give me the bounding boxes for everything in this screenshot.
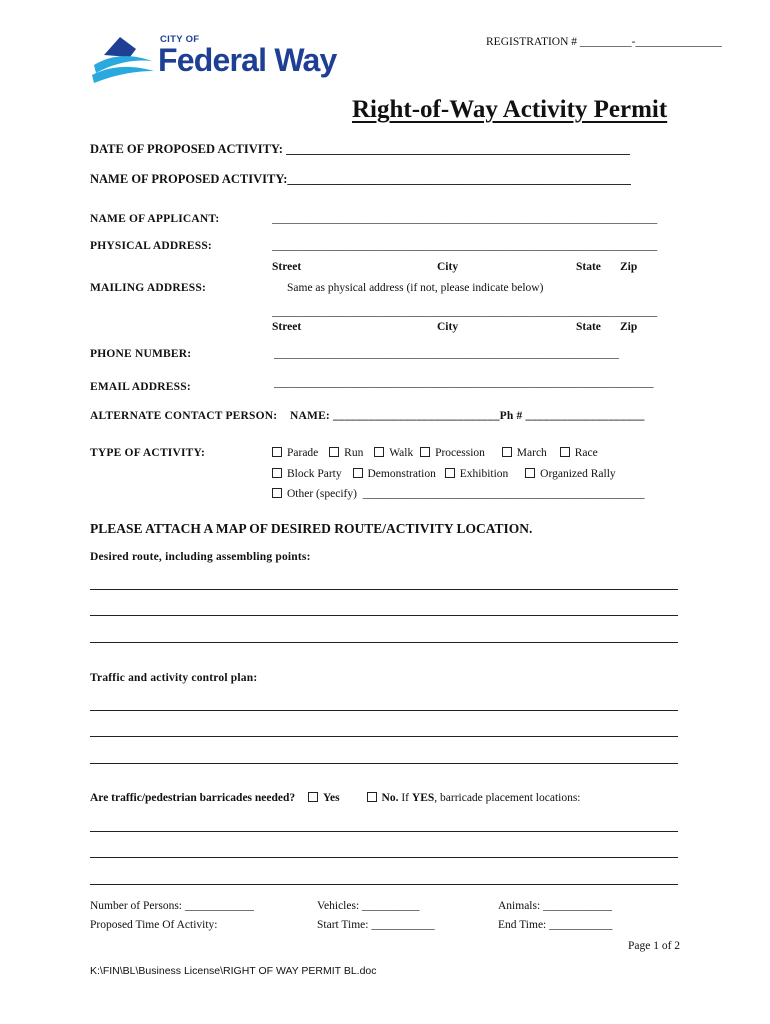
barricades-row <box>90 792 581 804</box>
barricades-question: Are traffic/pedestrian barricades needed? <box>90 792 296 804</box>
type-organized-rally-label: Organized Rally <box>540 468 616 480</box>
checkbox-icon[interactable] <box>367 792 377 802</box>
type-run[interactable] <box>329 447 363 459</box>
type-parade[interactable] <box>272 447 318 459</box>
barricades-if: If <box>398 792 412 804</box>
checkbox-icon[interactable] <box>560 447 570 457</box>
barricade-line-2[interactable] <box>90 857 678 858</box>
type-procession-label: Procession <box>435 447 485 459</box>
city-logo <box>90 33 350 85</box>
email-label: EMAIL ADDRESS: <box>90 381 191 393</box>
checkbox-icon[interactable] <box>525 468 535 478</box>
federal-way-wave-icon <box>90 33 156 85</box>
type-procession[interactable] <box>420 447 485 459</box>
logo-city-text: CITY OF <box>160 34 200 45</box>
proposed-time-label: Proposed Time Of Activity: <box>90 919 218 931</box>
type-march[interactable] <box>502 447 547 459</box>
type-march-label: March <box>516 447 547 459</box>
checkbox-icon[interactable] <box>502 447 512 457</box>
zip-caption: Zip <box>620 261 638 273</box>
start-time-field[interactable]: Start Time: ___________ <box>317 919 435 931</box>
route-label: Desired route, including assembling points: <box>90 551 311 563</box>
logo-name-text: Federal Way <box>158 42 337 78</box>
registration-number[interactable]: REGISTRATION # _________-_______________ <box>486 36 722 48</box>
barricades-yes-caps: YES <box>411 792 435 804</box>
type-demonstration-label: Demonstration <box>367 468 436 480</box>
other-specify-line[interactable]: _________________________________________________ <box>362 488 645 500</box>
barricades-no-label: No. <box>381 792 399 804</box>
checkbox-icon[interactable] <box>272 468 282 478</box>
alternate-contact-label: ALTERNATE CONTACT PERSON: <box>90 410 278 422</box>
page-number: Page 1 of 2 <box>628 940 681 952</box>
traffic-plan-label: Traffic and activity control plan: <box>90 672 258 684</box>
state-caption: State <box>576 261 601 273</box>
checkbox-icon[interactable] <box>445 468 455 478</box>
activity-name-label: NAME OF PROPOSED ACTIVITY: <box>90 172 288 186</box>
traffic-line-1[interactable] <box>90 710 678 711</box>
type-walk-label: Walk <box>389 447 414 459</box>
barricades-locations-label: , barricade placement locations: <box>434 792 581 804</box>
type-other-label: Other (specify) <box>287 488 357 500</box>
barricades-yes[interactable] <box>308 792 340 804</box>
end-time-field[interactable]: End Time: ___________ <box>498 919 613 931</box>
checkbox-icon[interactable] <box>308 792 318 802</box>
city-caption-2: City <box>437 321 459 333</box>
type-organized-rally[interactable] <box>525 468 615 480</box>
type-race-label: Race <box>574 447 598 459</box>
checkbox-icon[interactable] <box>272 447 282 457</box>
applicant-label: NAME OF APPLICANT: <box>90 213 220 225</box>
type-race[interactable] <box>560 447 598 459</box>
checkbox-icon[interactable] <box>353 468 363 478</box>
zip-caption-2: Zip <box>620 321 638 333</box>
mailing-address-line[interactable]: ___________________________________________________________________ <box>272 306 658 318</box>
barricade-line-3[interactable] <box>90 884 678 885</box>
traffic-line-3[interactable] <box>90 763 678 764</box>
route-line-1[interactable] <box>90 589 678 590</box>
type-of-activity-label: TYPE OF ACTIVITY: <box>90 447 206 459</box>
email-line[interactable]: __________________________________________________________________ <box>274 377 654 389</box>
type-run-label: Run <box>344 447 364 459</box>
activity-name-line[interactable]: _______________________________________________________ <box>287 172 632 186</box>
mailing-note: Same as physical address (if not, please indicate below) <box>287 282 544 294</box>
street-caption: Street <box>272 261 302 273</box>
phone-label: PHONE NUMBER: <box>90 348 192 360</box>
checkbox-icon[interactable] <box>420 447 430 457</box>
type-block-party[interactable] <box>272 468 342 480</box>
date-label: DATE OF PROPOSED ACTIVITY: <box>90 142 287 156</box>
file-path: K:\FIN\BL\Business License\RIGHT OF WAY PERMIT BL.doc <box>90 965 377 977</box>
physical-address-line[interactable]: ___________________________________________________________________ <box>272 240 658 252</box>
type-walk[interactable] <box>374 447 413 459</box>
activity-type-other[interactable] <box>272 488 678 500</box>
state-caption-2: State <box>576 321 601 333</box>
checkbox-icon[interactable] <box>272 488 282 498</box>
alternate-contact-line[interactable]: NAME: ____________________________Ph # ____________________ <box>290 410 645 422</box>
phone-line[interactable]: ____________________________________________________________ <box>274 348 619 360</box>
barricade-line-1[interactable] <box>90 831 678 832</box>
route-line-2[interactable] <box>90 615 678 616</box>
city-caption: City <box>437 261 459 273</box>
vehicles-field[interactable]: Vehicles: __________ <box>317 900 420 912</box>
checkbox-icon[interactable] <box>374 447 384 457</box>
activity-name-field[interactable] <box>90 172 631 187</box>
street-caption-2: Street <box>272 321 302 333</box>
barricades-no[interactable] <box>367 792 399 804</box>
checkbox-icon[interactable] <box>329 447 339 457</box>
traffic-line-2[interactable] <box>90 736 678 737</box>
applicant-line[interactable]: ___________________________________________________________________ <box>272 213 658 225</box>
date-line[interactable]: _______________________________________________________ <box>286 142 630 156</box>
mailing-address-label: MAILING ADDRESS: <box>90 282 206 294</box>
date-field[interactable] <box>90 142 630 157</box>
type-exhibition[interactable] <box>445 468 509 480</box>
type-parade-label: Parade <box>287 447 319 459</box>
persons-field[interactable]: Number of Persons: ____________ <box>90 900 254 912</box>
barricades-yes-label: Yes <box>323 792 340 804</box>
activity-type-row-2 <box>272 468 616 480</box>
route-line-3[interactable] <box>90 642 678 643</box>
type-exhibition-label: Exhibition <box>459 468 509 480</box>
type-demonstration[interactable] <box>353 468 436 480</box>
physical-address-label: PHYSICAL ADDRESS: <box>90 240 212 252</box>
map-heading: PLEASE ATTACH A MAP OF DESIRED ROUTE/ACTIVITY LOCATION. <box>90 521 533 536</box>
page-title: Right-of-Way Activity Permit <box>352 96 668 123</box>
animals-field[interactable]: Animals: ____________ <box>498 900 613 912</box>
type-block-party-label: Block Party <box>287 468 342 480</box>
activity-type-row-1 <box>272 447 598 459</box>
